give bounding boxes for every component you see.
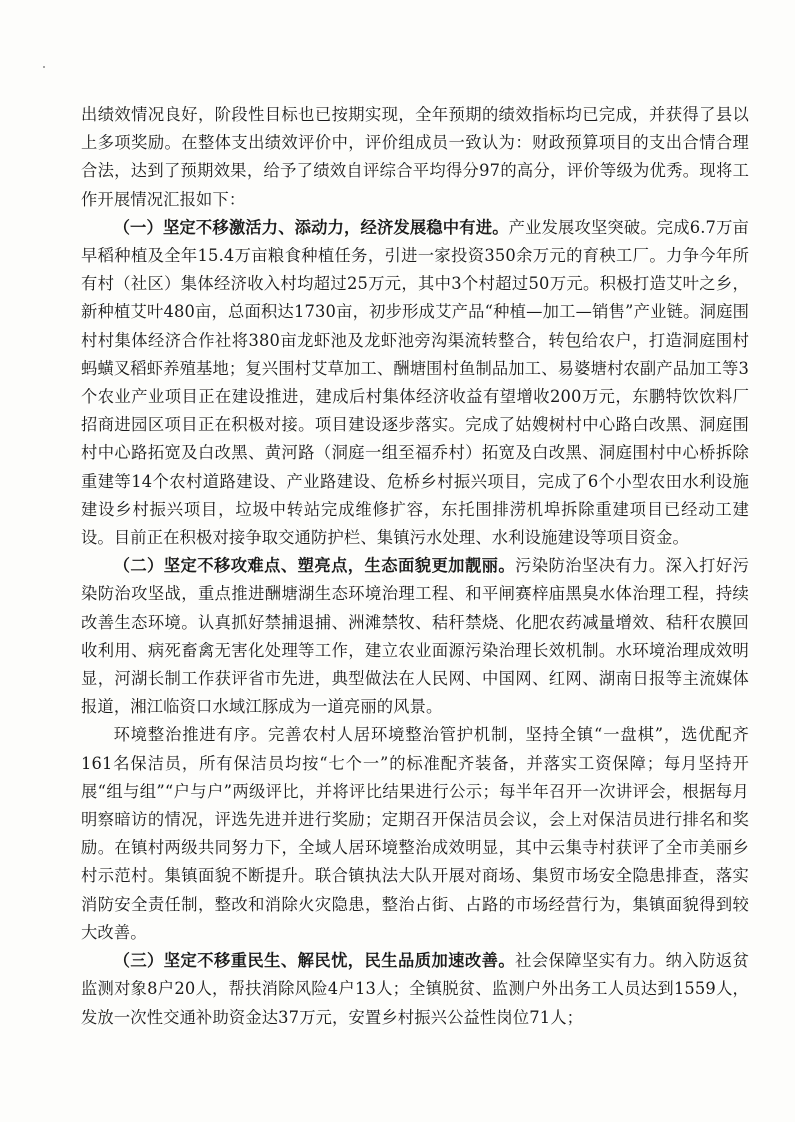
paragraph-livelihood: [81, 947, 749, 1032]
section-heading-3: （三）坚定不移重民生、解民忧，民生品质加速改善。: [113, 951, 516, 971]
document-body: [81, 101, 749, 1032]
scan-speck: [43, 66, 45, 68]
paragraph-intro: [81, 101, 749, 214]
paragraph-text: 环境整治推进有序。完善农村人居环境整治管护机制，坚持全镇“一盘棋”，选优配齐161名保洁员，所有保洁员均按“七个一”的标准配齐装备，并落实工资保障；每月坚持开展“组与组”“户与户”两级评比，并将评比结果进行公示；每半年召开一次讲评会，根据每月明察暗访的情况，评选先进并进行奖励；定期召开保洁员会议，会上对保洁员进行排名和奖励。在镇村两级共同努力下，全域人居环境整治成效明显，其中云集寺村获评了全市美丽乡村示范村。集镇面貌不断提升。联合镇执法大队开展对商场、集贸市场安全隐患排查，落实消防安全责任制，整改和消除火灾隐患，整治占街、占路的市场经营行为，集镇面貌得到较大改善。: [81, 725, 749, 942]
section-heading-1: （一）坚定不移激活力、添动力，经济发展稳中有进。: [113, 217, 509, 237]
section-heading-2: （二）坚定不移攻难点、塑亮点，生态面貌更加靓丽。: [113, 556, 516, 576]
paragraph-environment: [81, 721, 749, 947]
paragraph-text: 产业发展攻坚突破。完成6.7万亩早稻种植及全年15.4万亩粮食种植任务，引进一家投资350余万元的育秧工厂。力争今年所有村（社区）集体经济收入村均超过25万元，其中3个村超过50万元。积极打造艾叶之乡，新种植艾叶480亩，总面积达1730亩，初步形成艾产品“种植—加工—销售”产业链。洞庭围村村集体经济合作社将380亩龙虾池及龙虾池旁沟渠流转整合，转包给农户，打造洞庭围村蚂蟥叉稻虾养殖基地；复兴围村艾草加工、酬塘围村鱼制品加工、易婆塘村农副产品加工等3个农业产业项目正在建设推进，建成后村集体经济收益有望增收200万元，东鹏特饮饮料厂招商进园区项目正在积极对接。项目建设逐步落实。完成了姑嫂树村中心路白改黑、洞庭围村中心路拓宽及白改黑、黄河路（洞庭一组至福乔村）拓宽及白改黑、洞庭围村中心桥拆除重建等14个农村道路建设、产业路建设、危桥乡村振兴项目，完成了6个小型农田水利设施建设乡村振兴项目，垃圾中转站完成维修扩容，东托围排涝机埠拆除重建项目已经动工建设。目前正在积极对接争取交通防护栏、集镇污水处理、水利设施建设等项目资金。: [81, 217, 749, 548]
paragraph-text: 出绩效情况良好，阶段性目标也已按期实现，全年预期的绩效指标均已完成，并获得了县以上多项奖励。在整体支出绩效评价中，评价组成员一致认为：财政预算项目的支出合情合理合法，达到了预期效果，给予了绩效自评综合平均得分97的高分，评价等级为优秀。现将工作开展情况汇报如下：: [81, 105, 749, 209]
paragraph-text: 社会保障坚实有力。纳入防返贫监测对象8户20人，帮扶消除风险4户13人；全镇脱贫、监测户外出务工人员达到1559人，发放一次性交通补助资金达37万元，安置乡村振兴公益性岗位71人；: [81, 951, 749, 1027]
paragraph-economy: [81, 214, 749, 552]
paragraph-text: 污染防治坚决有力。深入打好污染防治攻坚战，重点推进酬塘湖生态环境治理工程、和平闸赛梓庙黑臭水体治理工程，持续改善生态环境。认真抓好禁捕退捕、洲滩禁牧、秸秆禁烧、化肥农药减量增效、秸秆农膜回收利用、病死畜禽无害化处理等工作，建立农业面源污染治理长效机制。水环境治理成效明显，河湖长制工作获评省市先进，典型做法在人民网、中国网、红网、湖南日报等主流媒体报道，湘江临资口水域江豚成为一道亮丽的风景。: [81, 556, 749, 717]
paragraph-ecology: [81, 552, 749, 721]
